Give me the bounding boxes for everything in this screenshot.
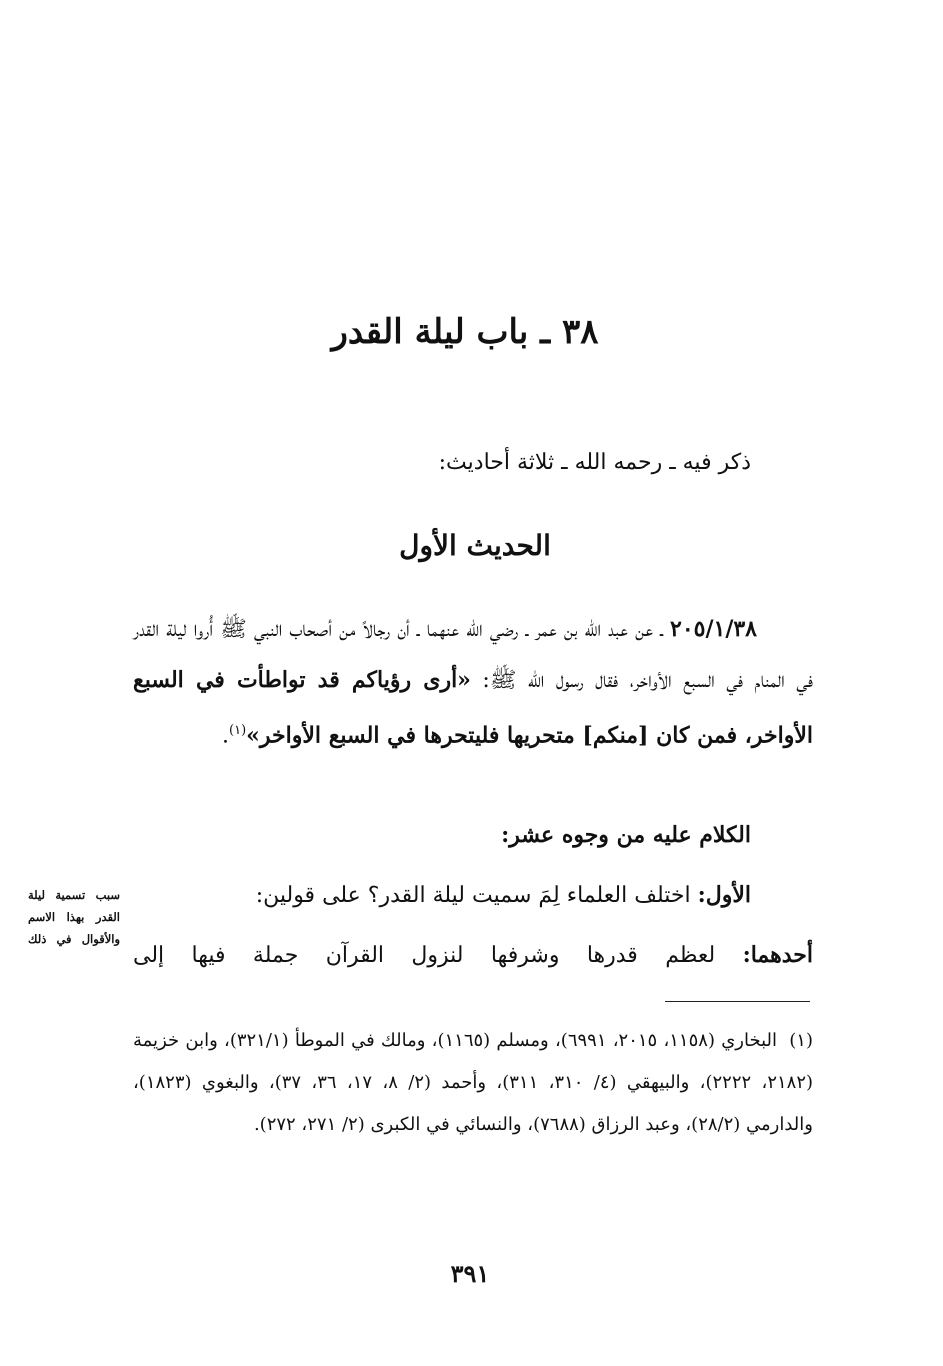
hadith-quote: «أرى رؤياكم قد تواطأت في السبع الأواخر، فمن كان [منكم] متحريها فليتحرها في السبع الأواخر» <box>133 667 813 749</box>
chapter-intro: ذكر فيه ـ رحمه الله ـ ثلاثة أحاديث: <box>438 450 751 475</box>
footnote-text: البخاري (١١٥٨، ٢٠١٥، ٦٩٩١)، ومسلم (١١٦٥)، ومالك في الموطأ (٣٢١/١)، وابن خزيمة (٢١٨٢، ٢٢٢٢)، والبيهقي (٤/ ٣١٠، ٣١١)، وأحمد (٢/ ٨، ١٧، ٣٦، ٣٧)، والبغوي (١٨٢٣)، والدارمي (٢٨/٢)، وعبد الرزاق (٧٦٨٨)، والنسائي في الكبرى (٢/ ٢٧١، ٢٧٢). <box>133 1030 814 1135</box>
hadith-number: ٢٠٥/١/٣٨ <box>670 616 757 642</box>
first-point <box>191 878 751 913</box>
first-reason-label: أحدهما: <box>742 942 813 968</box>
hadith-paragraph <box>133 604 813 761</box>
first-point-text: اختلف العلماء لِمَ سميت ليلة القدر؟ على قولين: <box>255 883 698 908</box>
footnote-divider <box>665 1001 810 1002</box>
chapter-title: ٣٨ ـ باب ليلة القدر <box>331 312 599 352</box>
first-reason-text: لعظم قدرها وشرفها لنزول القرآن جملة فيها إلى <box>133 943 743 968</box>
page-number: ٣٩١ <box>450 1259 490 1288</box>
discussion-intro: الكلام عليه من وجوه عشر: <box>501 822 751 848</box>
footnote-number: (١) <box>789 1030 813 1051</box>
hadith-narration: ـ عن عبد الله بن عمر ـ رضي الله عنهما ـ أن رجالاً من أصحاب النبي ﷺ أُروا ليلة القدر في المنام في السبع الأواخر، فقال رسول الله ﷺ: <box>133 617 813 693</box>
first-point-label: الأول: <box>697 882 751 908</box>
hadith-end: . <box>222 723 230 749</box>
hadith-heading: الحديث الأول <box>399 529 551 562</box>
first-reason <box>133 938 813 973</box>
margin-note: سبب تسمية ليلة القدر بهذا الاسم والأقوال في ذلك <box>28 888 120 946</box>
footnote-reference: (١) <box>229 723 247 738</box>
footnotes <box>133 1020 813 1146</box>
